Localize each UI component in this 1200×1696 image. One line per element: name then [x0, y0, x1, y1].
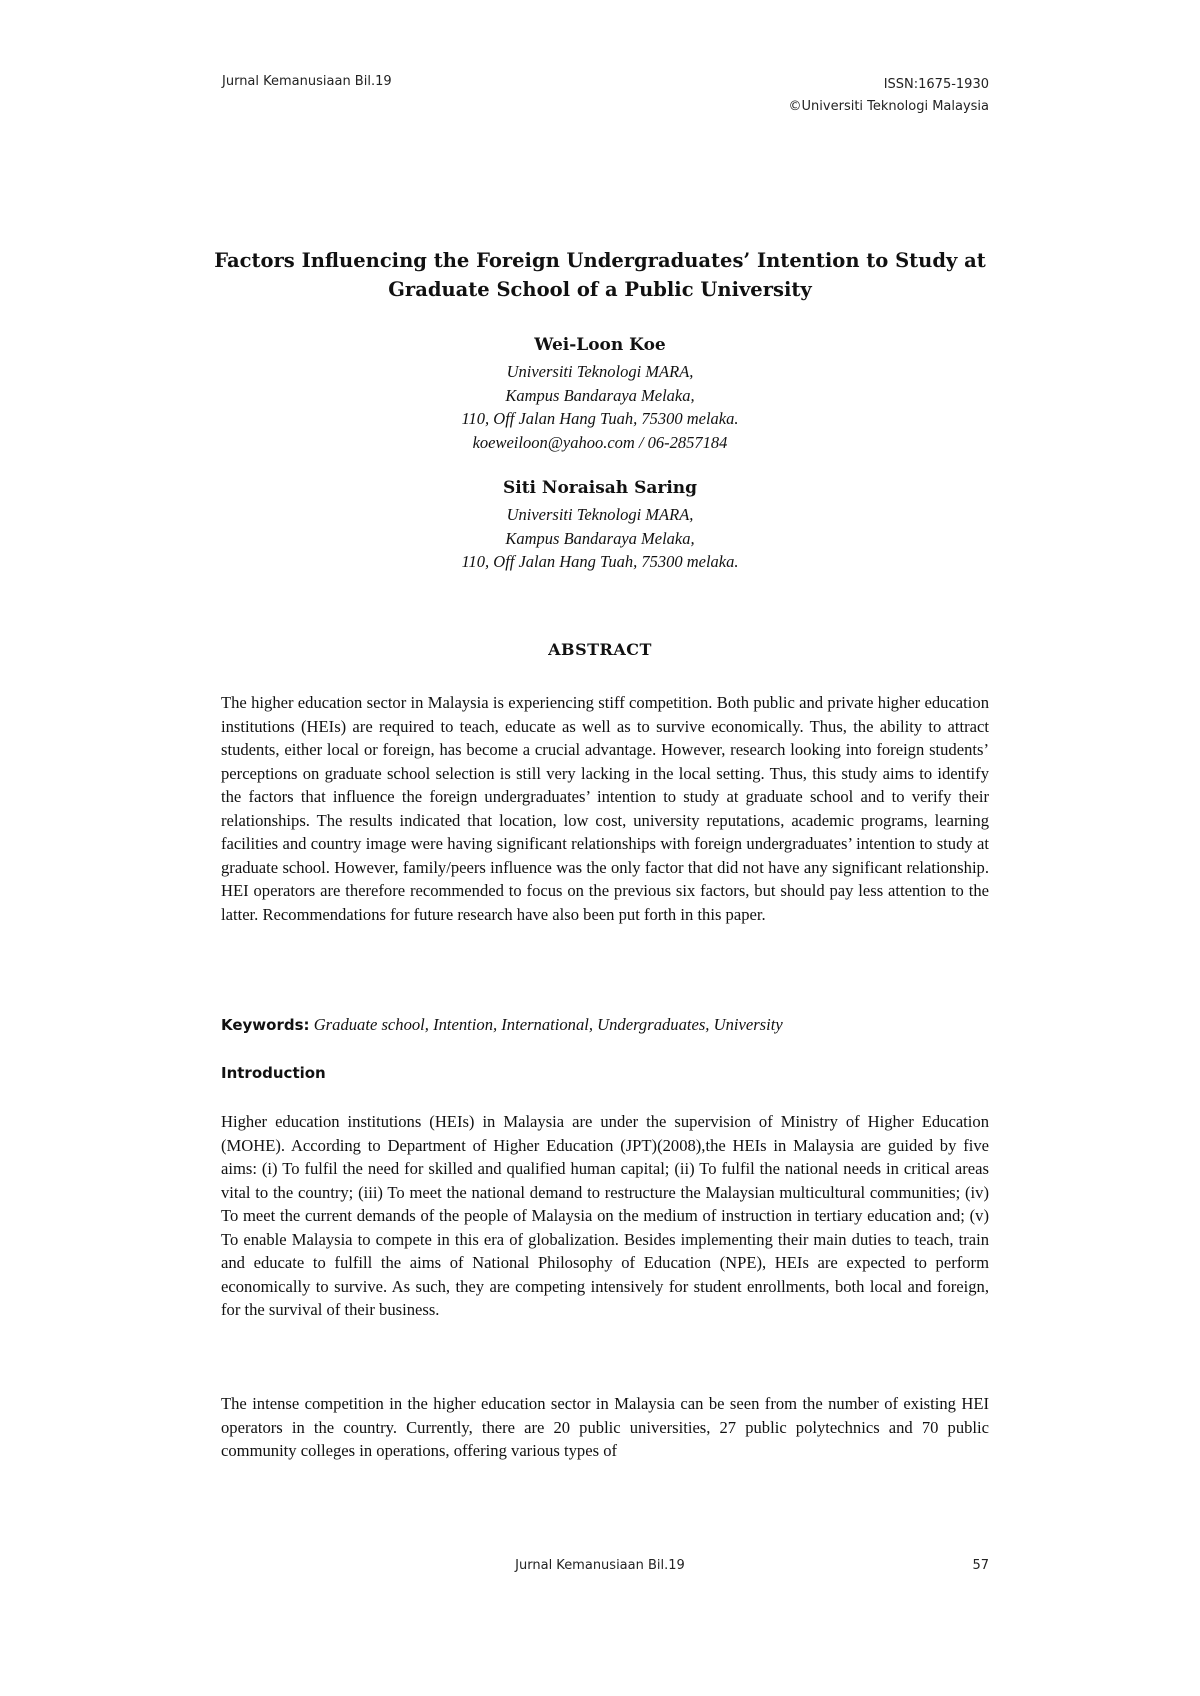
section-heading-introduction: Introduction — [221, 1064, 326, 1082]
running-header-issn-block — [789, 74, 989, 118]
author-affiliation-campus: Kampus Bandaraya Melaka, — [505, 385, 695, 405]
issn-number: ISSN:1675-1930 — [883, 77, 989, 92]
author-block-2 — [200, 475, 1000, 574]
author-affiliation-address: 110, Off Jalan Hang Tuah, 75300 melaka. — [461, 409, 739, 428]
author-block-1 — [200, 332, 1000, 454]
paper-title-line-2: Graduate School of a Public University — [388, 278, 812, 301]
author-name: Siti Noraisah Saring — [502, 478, 698, 498]
author-affiliation-address: 110, Off Jalan Hang Tuah, 75300 melaka. — [461, 552, 739, 571]
author-affiliation-university: Universiti Teknologi MARA, — [506, 362, 694, 381]
keywords-label: Keywords: — [221, 1016, 310, 1034]
paper-title-line-1: Factors Influencing the Foreign Undergraduates’ Intention to Study at — [214, 249, 986, 272]
page-number: 57 — [972, 1558, 989, 1573]
keywords-values: Graduate school, Intention, International, Undergraduates, University — [313, 1015, 783, 1034]
running-header-journal: Jurnal Kemanusiaan Bil.19 — [222, 74, 392, 89]
introduction-paragraph: The intense competition in the higher education sector in Malaysia can be seen from the number of existing HEI operators in the country. Currently, there are 20 public universities, 27 public polytechnics and 70 public community colleges in operations, offering various types of — [221, 1394, 989, 1460]
introduction-paragraph: Higher education institutions (HEIs) in Malaysia are under the supervision of Ministry of Higher Education (MOHE). According to Department of Higher Education (JPT)(2008),the HEIs in Malaysia are guided by five aims: (i) To fulfil the need for skilled and qualified human capital; (ii) To fulfil the national needs in critical areas vital to the country; (iii) To meet the national demand to restructure the Malaysian multicultural communities; (iv) To meet the current demands of the people of Malaysia on the medium of instruction in tertiary education and; (v) To enable Malaysia to compete in this era of globalization. Besides implementing their main duties to teach, train and educate to fulfill the aims of National Philosophy of Education (NPE), HEIs are expected to perform economically to survive. As such, they are competing intensively for student enrollments, both local and foreign, for the survival of their business. — [221, 1112, 989, 1319]
paper-title — [180, 246, 1020, 304]
author-name: Wei-Loon Koe — [534, 335, 666, 355]
author-contact: koeweiloon@yahoo.com / 06-2857184 — [472, 432, 728, 452]
running-footer-journal: Jurnal Kemanusiaan Bil.19 — [515, 1558, 685, 1573]
author-affiliation-university: Universiti Teknologi MARA, — [506, 505, 694, 524]
author-affiliation-campus: Kampus Bandaraya Melaka, — [505, 528, 695, 548]
copyright-line: ©Universiti Teknologi Malaysia — [788, 99, 989, 114]
keywords-line — [221, 1013, 989, 1038]
abstract-text: The higher education sector in Malaysia is experiencing stiff competition. Both public and private higher education institutions (HEIs) are required to teach, educate as well as to survive economically. Thus, the ability to attract students, either local or foreign, has become a crucial advantage. However, research looking into foreign students’ perceptions on graduate school selection is still very lacking in the local setting. Thus, this study aims to identify the factors that influence the foreign undergraduates’ intention to study at graduate school and to verify their relationships. The results indicated that location, low cost, university reputations, academic programs, learning facilities and country image were having significant relationships with foreign undergraduates’ intention to study at graduate school. However, family/peers influence was the only factor that did not have any significant relationship. HEI operators are therefore recommended to focus on the previous six factors, but should pay less attention to the latter. Recommendations for future research have also been put forth in this paper. — [221, 693, 989, 924]
abstract-heading: ABSTRACT — [548, 640, 652, 659]
